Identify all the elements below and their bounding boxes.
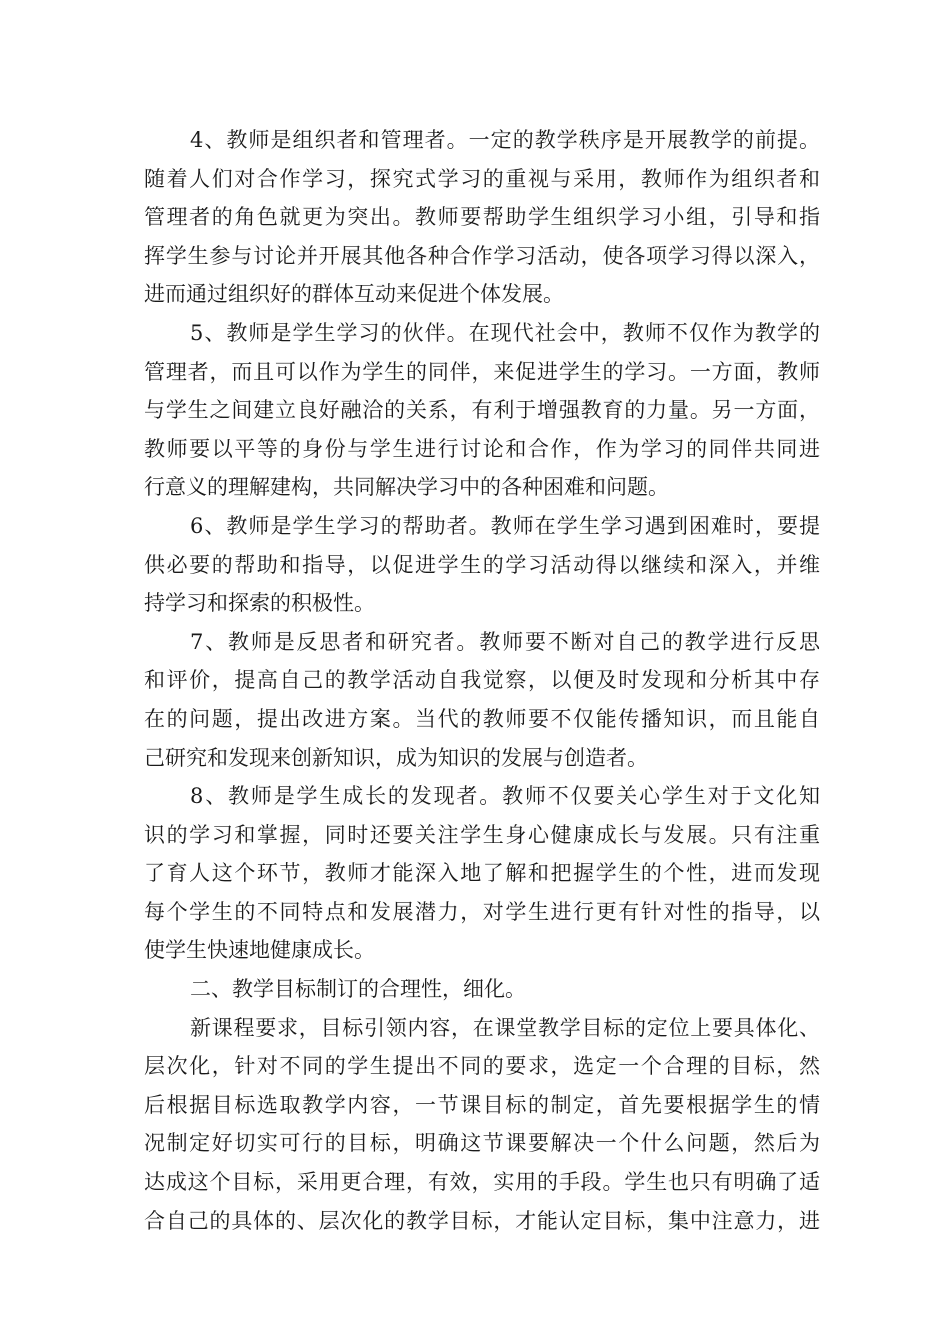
document-body	[144, 121, 820, 1240]
text-line: 了育人这个环节，教师才能深入地了解和把握学生的个性，进而发现	[144, 861, 820, 886]
paragraph-teacher-organizer	[144, 121, 820, 314]
text-line: 7、教师是反思者和研究者。教师要不断对自己的教学进行反思	[190, 629, 820, 654]
text-line: 每个学生的不同特点和发展潜力，对学生进行更有针对性的指导，以	[144, 899, 820, 924]
text-line: 行意义的理解建构，共同解决学习中的各种困难和问题。	[144, 475, 669, 500]
text-line: 使学生快速地健康成长。	[144, 938, 375, 963]
heading-line: 二、教学目标制订的合理性，细化。	[190, 977, 526, 1002]
text-line: 持学习和探索的积极性。	[144, 591, 375, 616]
paragraph-teacher-researcher	[144, 623, 820, 777]
text-line: 挥学生参与讨论并开展其他各种合作学习活动，使各项学习得以深入，	[144, 243, 820, 268]
text-line: 己研究和发现来创新知识，成为知识的发展与创造者。	[144, 745, 648, 770]
text-line: 管理者的角色就更为突出。教师要帮助学生组织学习小组，引导和指	[144, 205, 820, 230]
section-heading	[144, 970, 820, 1009]
text-line: 随着人们对合作学习，探究式学习的重视与采用，教师作为组织者和	[144, 166, 820, 191]
text-line: 8、教师是学生成长的发现者。教师不仅要关心学生对于文化知	[190, 784, 820, 809]
text-line: 5、教师是学生学习的伙伴。在现代社会中，教师不仅作为教学的	[190, 320, 820, 345]
text-line: 新课程要求，目标引领内容，在课堂教学目标的定位上要具体化、	[190, 1015, 820, 1040]
text-line: 和评价，提高自己的教学活动自我觉察，以便及时发现和分析其中存	[144, 668, 820, 693]
paragraph-teacher-discoverer	[144, 777, 820, 970]
text-line: 与学生之间建立良好融洽的关系，有利于增强教育的力量。另一方面，	[144, 398, 820, 423]
text-line: 后根据目标选取教学内容，一节课目标的制定，首先要根据学生的情	[144, 1092, 820, 1117]
text-line: 供必要的帮助和指导，以促进学生的学习活动得以继续和深入，并维	[144, 552, 820, 577]
text-line: 在的问题，提出改进方案。当代的教师要不仅能传播知识，而且能自	[144, 706, 820, 731]
text-line: 达成这个目标，采用更合理，有效，实用的手段。学生也只有明确了适	[144, 1170, 820, 1195]
text-line: 教师要以平等的身份与学生进行讨论和合作，作为学习的同伴共同进	[144, 436, 820, 461]
text-line: 况制定好切实可行的目标，明确这节课要解决一个什么问题，然后为	[144, 1131, 820, 1156]
text-line: 合自己的具体的、层次化的教学目标，才能认定目标，集中注意力，进	[144, 1208, 820, 1233]
paragraph-teacher-partner	[144, 314, 820, 507]
text-line: 6、教师是学生学习的帮助者。教师在学生学习遇到困难时，要提	[190, 513, 820, 538]
paragraph-teacher-helper	[144, 507, 820, 623]
text-line: 进而通过组织好的群体互动来促进个体发展。	[144, 282, 564, 307]
paragraph-teaching-goals	[144, 1009, 820, 1241]
text-line: 识的学习和掌握，同时还要关注学生身心健康成长与发展。只有注重	[144, 822, 820, 847]
text-line: 层次化，针对不同的学生提出不同的要求，选定一个合理的目标，然	[144, 1054, 820, 1079]
text-line: 管理者，而且可以作为学生的同伴，来促进学生的学习。一方面，教师	[144, 359, 820, 384]
text-line: 4、教师是组织者和管理者。一定的教学秩序是开展教学的前提。	[190, 128, 820, 152]
